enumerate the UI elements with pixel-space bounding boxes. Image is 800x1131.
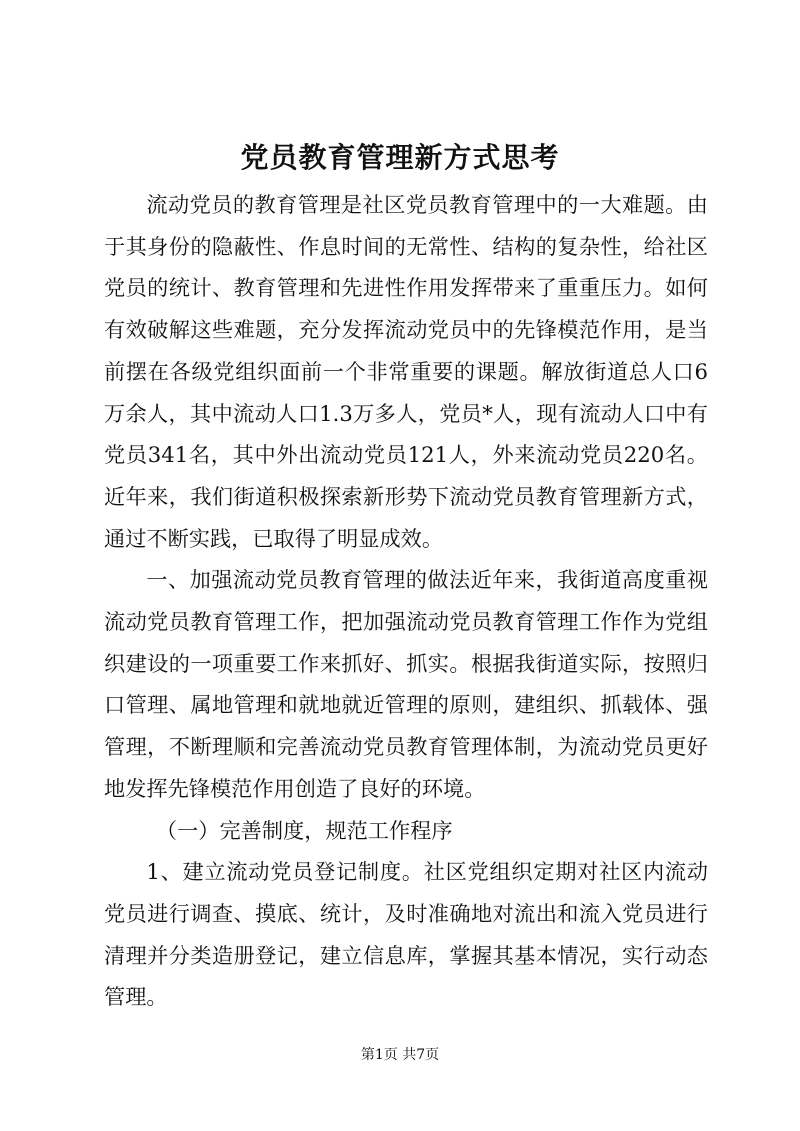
subsection-heading: （一）完善制度，规范工作程序 bbox=[155, 817, 453, 843]
page-footer: 第1页 共7页 bbox=[360, 1047, 440, 1063]
document-title: 党员教育管理新方式思考 bbox=[240, 141, 560, 174]
paragraph-intro: 流动党员的教育管理是社区党员教育管理中的一大难题。由于其身份的隐蔽性、作息时间的无常性、结构的复杂性，给社区党员的统计、教育管理和先进性作用发挥带来了重重压力。如何有效破解这些难题，充分发挥流动党员中的先锋模范作用，是当前摆在各级党组织面前一个非常重要的课题。解放街道总人口6万余人，其中流动人口1.3万多人，党员*人，现有流动人口中有党员341名，其中外出流动党员121人，外来流动党员220名。近年来，我们街道积极探索新形势下流动党员教育管理新方式，通过不断实践，已取得了明显成效。 bbox=[104, 192, 708, 551]
paragraph-section-one: 一、加强流动党员教育管理的做法近年来，我街道高度重视流动党员教育管理工作，把加强流动党员教育管理工作作为党组织建设的一项重要工作来抓好、抓实。根据我街道实际，按照归口管理、属地管理和就地就近管理的原则，建组织、抓载体、强管理，不断理顺和完善流动党员教育管理体制，为流动党员更好地发挥先锋模范作用创造了良好的环境。 bbox=[104, 567, 708, 801]
document-body bbox=[104, 184, 708, 1018]
paragraph-registration: 1、建立流动党员登记制度。社区党组织定期对社区内流动党员进行调查、摸底、统计，及时准确地对流出和流入党员进行清理并分类造册登记，建立信息库，掌握其基本情况，实行动态管理。 bbox=[104, 859, 708, 1010]
